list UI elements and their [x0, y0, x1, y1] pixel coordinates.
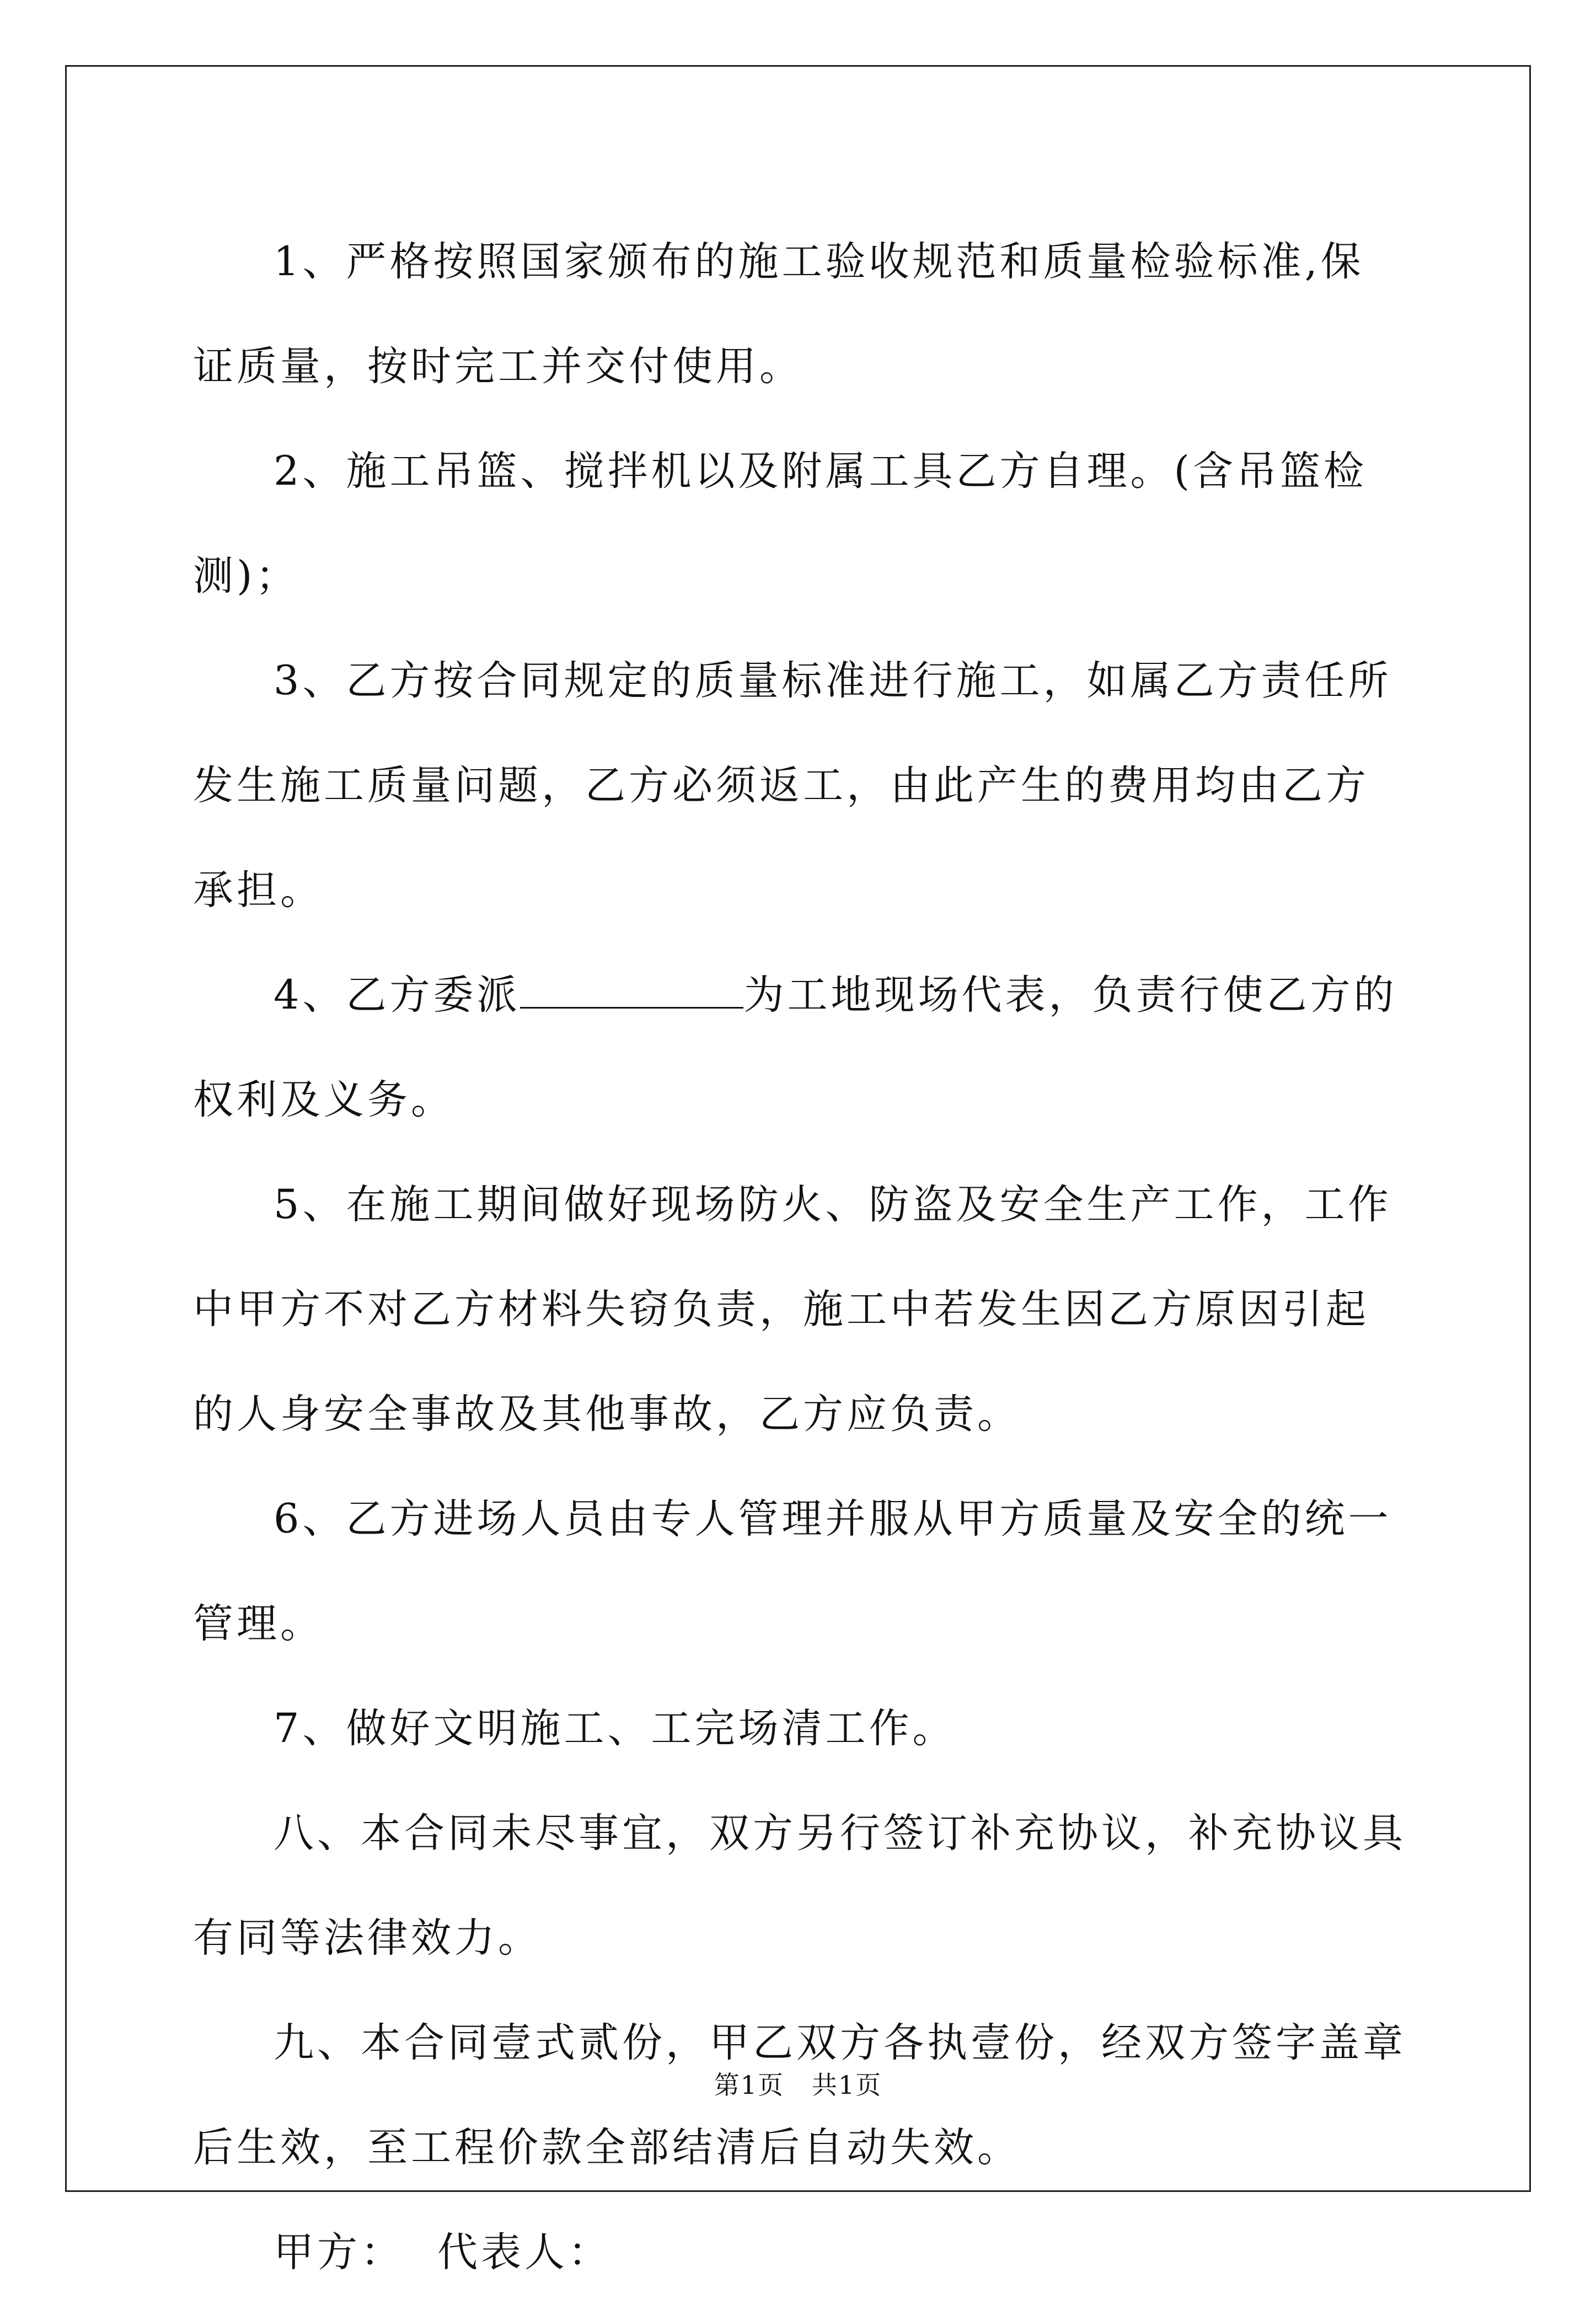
representative-name-blank: [520, 976, 743, 1009]
paragraph-item-3: 3、乙方按合同规定的质量标准进行施工，如属乙方责任所发生施工质量问题，乙方必须返工，由此产生的费用均由乙方承担。: [193, 657, 1392, 914]
party-a-label: 甲方：: [274, 2229, 404, 2276]
page-total: 共1页: [812, 2070, 882, 2100]
document-body: [193, 210, 1406, 2305]
item-4-after-blank: 为工地现场代表，负责行使乙方的权利及义务。: [193, 972, 1397, 1123]
paragraph-item-7: 7、做好文明施工、工完场清工作。: [274, 1705, 956, 1752]
item-4-before-blank: 4、乙方委派: [274, 972, 521, 1019]
signature-line: [193, 2200, 1406, 2305]
representative-label: 代表人：: [437, 2229, 612, 2276]
paragraph-clause-8: 八、本合同未尽事宜，双方另行签订补充协议，补充协议具有同等法律效力。: [193, 1810, 1406, 1961]
page-footer: [0, 2065, 1596, 2102]
paragraph-item-4: [193, 943, 1406, 1152]
page-number: 第1页: [714, 2070, 784, 2100]
paragraph-item-2: 2、施工吊篮、搅拌机以及附属工具乙方自理。(含吊篮检测)；: [193, 448, 1367, 599]
paragraph-item-6: 6、乙方进场人员由专人管理并服从甲方质量及安全的统一管理。: [193, 1495, 1392, 1647]
paragraph-clause-9: 九、本合同壹式贰份，甲乙双方各执壹份，经双方签字盖章后生效，至工程价款全部结清后自动失效。: [193, 2019, 1406, 2171]
paragraph-item-5: 5、在施工期间做好现场防火、防盗及安全生产工作，工作中甲方不对乙方材料失窃负责，施工中若发生因乙方原因引起的人身安全事故及其他事故，乙方应负责。: [193, 1181, 1392, 1438]
paragraph-item-1: 1、严格按照国家颁布的施工验收规范和质量检验标准,保证质量，按时完工并交付使用。: [193, 238, 1364, 390]
